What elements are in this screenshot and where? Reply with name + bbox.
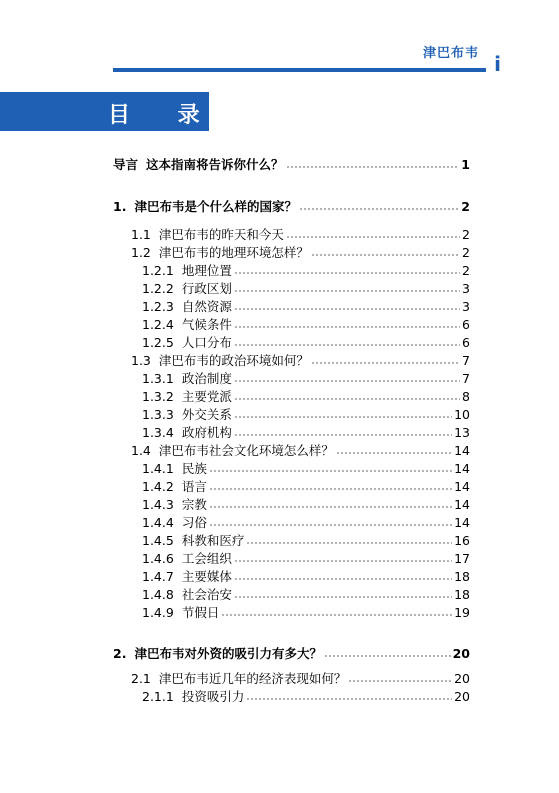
- toc-entry-page: 14: [454, 479, 470, 494]
- toc-entry-number: 1.2: [131, 245, 151, 260]
- toc-entry-number: 1.4.8: [142, 587, 174, 602]
- toc-entry-page: 19: [454, 605, 470, 620]
- dot-leader: [234, 271, 460, 275]
- toc-banner: [0, 92, 220, 131]
- toc-entry[interactable]: [142, 279, 470, 297]
- toc-entry-number: 1.2.2: [142, 281, 174, 296]
- toc-entry-page: 10: [454, 407, 470, 422]
- toc-entry[interactable]: [142, 261, 470, 279]
- toc-entry[interactable]: [142, 495, 470, 513]
- dot-leader: [234, 307, 460, 311]
- toc-entry-number: 1.4: [131, 443, 151, 458]
- toc-entry-number: 1.3.3: [142, 407, 174, 422]
- toc-entry[interactable]: [142, 477, 470, 495]
- toc-entry[interactable]: [142, 531, 470, 549]
- toc-entry-page: 17: [454, 551, 470, 566]
- toc-entry-page: 16: [454, 533, 470, 548]
- toc-entry-number: 1.3: [131, 353, 151, 368]
- dot-leader: [299, 207, 459, 211]
- toc-entry-page: 7: [462, 353, 470, 368]
- toc-entry-number: 1.4.2: [142, 479, 174, 494]
- dot-leader: [324, 654, 451, 658]
- toc-entry-page: 3: [462, 281, 470, 296]
- toc-entry-page: 14: [454, 461, 470, 476]
- toc-entry-page: 2: [462, 263, 470, 278]
- toc-entry-title: 津巴布韦的昨天和今天: [158, 227, 284, 242]
- toc-entry[interactable]: [142, 603, 470, 621]
- dot-leader: [348, 679, 452, 683]
- toc-entry-title: 政治制度: [181, 371, 232, 386]
- dot-leader: [234, 415, 452, 419]
- toc-entry-title: 行政区划: [181, 281, 232, 296]
- toc-entry[interactable]: [131, 441, 470, 459]
- toc-entry-page: 1: [461, 157, 470, 172]
- toc-entry-title: 民族: [181, 461, 207, 476]
- toc-entry-page: 13: [454, 425, 470, 440]
- toc-title: 目 录: [108, 103, 220, 128]
- toc-entry-page: 18: [454, 587, 470, 602]
- toc-entry-title: 津巴布韦对外资的吸引力有多大？: [134, 646, 322, 661]
- toc-entry[interactable]: [142, 297, 470, 315]
- toc-entry-title: 地理位置: [181, 263, 232, 278]
- toc-entry-title: 社会治安: [181, 587, 232, 602]
- toc-entry-page: 18: [454, 569, 470, 584]
- toc-entry-title: 津巴布韦社会文化环境怎么样？: [158, 443, 334, 458]
- toc-entry-page: 2: [462, 227, 470, 242]
- toc-entry-page: 14: [454, 443, 470, 458]
- toc-entry-title: 这本指南将告诉你什么？: [146, 157, 284, 172]
- toc-entry[interactable]: [142, 513, 470, 531]
- toc-entry[interactable]: [142, 567, 470, 585]
- toc-entry-title: 津巴布韦是个什么样的国家？: [134, 199, 297, 214]
- toc-entry-title: 津巴布韦的地理环境怎样？: [158, 245, 309, 260]
- toc-entry-title: 语言: [181, 479, 207, 494]
- toc-entry-number: 1.3.4: [142, 425, 174, 440]
- dot-leader: [234, 289, 460, 293]
- toc-entry-page: 6: [462, 335, 470, 350]
- dot-leader: [246, 697, 452, 701]
- dot-leader: [234, 397, 460, 401]
- toc-entry-title: 工会组织: [181, 551, 232, 566]
- toc-entry-number: 1.2.5: [142, 335, 174, 350]
- dot-leader: [336, 451, 452, 455]
- toc-entry-title: 主要媒体: [181, 569, 232, 584]
- toc-entry-title: 政府机构: [181, 425, 232, 440]
- toc-entry[interactable]: [131, 351, 470, 369]
- toc-entry-number: 1.: [113, 199, 127, 214]
- toc-entry-number: 1.2.4: [142, 317, 174, 332]
- toc-entry-number: 2.: [113, 646, 127, 661]
- toc-entry-title: 人口分布: [181, 335, 232, 350]
- dot-leader: [234, 433, 452, 437]
- toc-entry-number: 1.3.1: [142, 371, 174, 386]
- toc-entry[interactable]: [113, 155, 470, 173]
- dot-leader: [209, 523, 452, 527]
- header-rule: [113, 68, 486, 72]
- toc-entry-page: 2: [461, 199, 470, 214]
- toc-entry-page: 20: [454, 689, 470, 704]
- toc-entry-title: 主要党派: [181, 389, 232, 404]
- toc-entry[interactable]: [113, 197, 470, 215]
- toc-entry-number: 1.4.7: [142, 569, 174, 584]
- toc-entry-title: 投资吸引力: [181, 689, 245, 704]
- toc-entry[interactable]: [142, 687, 470, 705]
- toc-entry[interactable]: [142, 423, 470, 441]
- toc-entry[interactable]: [131, 669, 470, 687]
- toc-entry-page: 2: [462, 245, 470, 260]
- toc-entry-title: 自然资源: [181, 299, 232, 314]
- toc-entry-number: 1.4.1: [142, 461, 174, 476]
- toc-entry-number: 1.4.9: [142, 605, 174, 620]
- toc-entry[interactable]: [142, 315, 470, 333]
- toc-entry-number: 1.4.3: [142, 497, 174, 512]
- toc-entry[interactable]: [113, 644, 470, 662]
- toc-entry-number: 2.1.1: [142, 689, 174, 704]
- toc-entry-title: 科教和医疗: [181, 533, 245, 548]
- dot-leader: [246, 541, 452, 545]
- toc-entry-page: 3: [462, 299, 470, 314]
- toc-entry[interactable]: [142, 387, 470, 405]
- dot-leader: [234, 325, 460, 329]
- toc-entry-number: 1.1: [131, 227, 151, 242]
- dot-leader: [221, 613, 452, 617]
- table-of-contents: [0, 155, 559, 704]
- toc-entry-title: 津巴布韦近几年的经济表现如何？: [158, 671, 347, 686]
- dot-leader: [311, 253, 460, 257]
- dot-leader: [286, 235, 460, 239]
- toc-entry[interactable]: [131, 225, 470, 243]
- dot-leader: [286, 165, 460, 169]
- toc-entry-number: 导言: [113, 157, 139, 172]
- toc-entry-title: 津巴布韦的政治环境如何？: [158, 353, 309, 368]
- toc-entry-title: 气候条件: [181, 317, 232, 332]
- dot-leader: [234, 577, 452, 581]
- dot-leader: [234, 343, 460, 347]
- toc-entry[interactable]: [142, 549, 470, 567]
- toc-entry-number: 1.4.6: [142, 551, 174, 566]
- toc-entry-number: 1.2.3: [142, 299, 174, 314]
- toc-entry-number: 1.2.1: [142, 263, 174, 278]
- toc-entry-title: 宗教: [181, 497, 207, 512]
- toc-entry-number: 1.4.5: [142, 533, 174, 548]
- toc-entry-page: 7: [462, 371, 470, 386]
- dot-leader: [311, 361, 460, 365]
- toc-entry-page: 6: [462, 317, 470, 332]
- toc-entry-page: 8: [462, 389, 470, 404]
- toc-entry[interactable]: [142, 333, 470, 351]
- dot-leader: [209, 505, 452, 509]
- toc-entry-title: 节假日: [181, 605, 220, 620]
- toc-entry[interactable]: [142, 585, 470, 603]
- toc-entry[interactable]: [142, 405, 470, 423]
- toc-entry-number: 2.1: [131, 671, 151, 686]
- toc-entry-number: 1.3.2: [142, 389, 174, 404]
- toc-entry[interactable]: [131, 243, 470, 261]
- page-number: i: [494, 52, 501, 76]
- toc-entry-page: 14: [454, 515, 470, 530]
- running-header-title: 津巴布韦: [422, 46, 479, 61]
- toc-entry[interactable]: [142, 369, 470, 387]
- toc-entry-title: 外交关系: [181, 407, 232, 422]
- dot-leader: [209, 487, 452, 491]
- dot-leader: [234, 595, 452, 599]
- toc-entry-title: 习俗: [181, 515, 207, 530]
- dot-leader: [234, 379, 460, 383]
- dot-leader: [209, 469, 452, 473]
- toc-entry-page: 14: [454, 497, 470, 512]
- toc-entry[interactable]: [142, 459, 470, 477]
- toc-entry-number: 1.4.4: [142, 515, 174, 530]
- dot-leader: [234, 559, 452, 563]
- toc-entry-page: 20: [452, 646, 470, 661]
- toc-entry-page: 20: [454, 671, 470, 686]
